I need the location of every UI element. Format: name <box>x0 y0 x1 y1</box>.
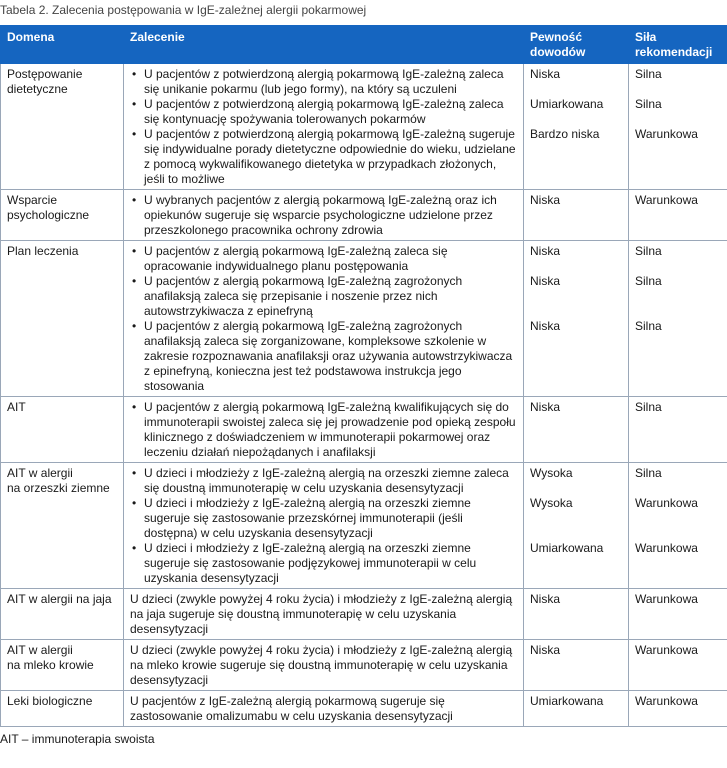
strength-cell <box>629 190 727 241</box>
evidence-cell <box>524 241 629 397</box>
domain-label: AIT w alergii na jaja <box>7 592 112 606</box>
evidence-value: Niska <box>530 67 561 81</box>
recommendation-item: • U pacjentów z alergią pokarmową IgE-zależną zagrożonych anafilaksją zaleca się przepisanie i noszenie przez nich autowstrzykiwacza z epinefryną <box>130 274 518 319</box>
domain-cell <box>1 691 124 727</box>
strength-cell <box>629 691 727 727</box>
strength-value: Warunkowa <box>635 496 698 510</box>
table-row <box>1 397 727 463</box>
evidence-cell <box>524 190 629 241</box>
domain-cell <box>1 64 124 190</box>
table-row <box>1 691 727 727</box>
domain-label: psychologiczne <box>7 208 90 222</box>
recommendation-list <box>130 400 518 460</box>
recommendation-list <box>130 67 518 187</box>
recommendation-cell <box>124 463 524 589</box>
evidence-value: Wysoka <box>530 496 573 510</box>
evidence-value: Umiarkowana <box>530 97 604 111</box>
evidence-value: Umiarkowana <box>530 694 604 708</box>
evidence-cell <box>524 640 629 691</box>
strength-value: Warunkowa <box>635 541 698 555</box>
domain-label: AIT w alergii <box>7 466 73 480</box>
recommendation-list <box>130 244 518 394</box>
header-domain: Domena <box>1 26 124 64</box>
strength-value: Silna <box>635 244 662 258</box>
domain-label: Wsparcie <box>7 193 58 207</box>
strength-value: Silna <box>635 319 662 333</box>
strength-value: Silna <box>635 400 662 414</box>
recommendation-cell <box>124 691 524 727</box>
table-row <box>1 640 727 691</box>
table-row <box>1 241 727 397</box>
recommendation-list <box>130 466 518 586</box>
strength-value: Warunkowa <box>635 643 698 657</box>
evidence-value: Umiarkowana <box>530 541 604 555</box>
evidence-value: Niska <box>530 193 561 207</box>
domain-label: dietetyczne <box>7 82 68 96</box>
domain-label: na orzeszki ziemne <box>7 481 110 495</box>
recommendations-table <box>0 25 727 727</box>
evidence-cell <box>524 463 629 589</box>
recommendation-item: • U pacjentów z potwierdzoną alergią pokarmową IgE-zależną sugeruje się indywidualne porady dietetyczne odpowiednie do wieku, udzielane z pomocą wykwalifikowanego dietetyka w przypadkach złożonych, jeśli to możliwe <box>130 127 518 187</box>
strength-value: Silna <box>635 274 662 288</box>
domain-label: Postępowanie <box>7 67 83 81</box>
evidence-value: Wysoka <box>530 466 573 480</box>
domain-label: Plan leczenia <box>7 244 79 258</box>
recommendation-cell <box>124 640 524 691</box>
strength-cell <box>629 64 727 190</box>
recommendation-item: • U pacjentów z alergią pokarmową IgE-zależną zagrożonych anafilaksją zaleca się zorganizowane, kompleksowe szkolenie w zakresie rozpoznawania anafilaksji oraz używania autowstrzykiwacza z epinefryną, konieczna jest też podstawowa instrukcja jego stosowania <box>130 319 518 394</box>
header-evidence: Pewność dowodów <box>524 26 629 64</box>
evidence-value: Niska <box>530 643 561 657</box>
domain-label: AIT w alergii <box>7 643 73 657</box>
recommendation-item: • U pacjentów z potwierdzoną alergią pokarmową IgE-zależną zaleca się kontynuację spożywania tolerowanych pokarmów <box>130 97 518 127</box>
recommendation-item: • U dzieci i młodzieży z IgE-zależną alergią na orzeszki ziemne sugeruje się zastosowanie przezskórnej immunoterapii (jeśli dostępna) w celu uzyskania desensytyzacji <box>130 496 518 541</box>
recommendation-item: • U wybranych pacjentów z alergią pokarmową IgE-zależną oraz ich opiekunów sugeruje się wsparcie psychologiczne udzielone przez przeszkolonego pracownika ochrony zdrowia <box>130 193 518 238</box>
domain-label: na mleko krowie <box>7 658 94 672</box>
domain-label: Leki biologiczne <box>7 694 93 708</box>
strength-cell <box>629 589 727 640</box>
domain-cell <box>1 589 124 640</box>
domain-cell <box>1 640 124 691</box>
strength-value: Silna <box>635 466 662 480</box>
recommendation-text: U pacjentów z IgE-zależną alergią pokarmową sugeruje się zastosowanie omalizumabu w celu uzyskania desensytyzacji <box>130 694 453 723</box>
evidence-value: Bardzo niska <box>530 127 600 141</box>
recommendation-item: • U dzieci i młodzieży z IgE-zależną alergią na orzeszki ziemne sugeruje się zastosowanie podjęzykowej immunoterapii w celu uzyskania desensytyzacji <box>130 541 518 586</box>
recommendation-item: • U dzieci i młodzieży z IgE-zależną alergią na orzeszki ziemne zaleca się doustną immunoterapię w celu uzyskania desensytyzacji <box>130 466 518 496</box>
domain-cell <box>1 397 124 463</box>
recommendation-item: • U pacjentów z potwierdzoną alergią pokarmową IgE-zależną zaleca się unikanie pokarmu (lub jego formy), na który są uczuleni <box>130 67 518 97</box>
table-caption: Tabela 2. Zalecenia postępowania w IgE-zależnej alergii pokarmowej <box>0 3 367 17</box>
strength-cell <box>629 241 727 397</box>
strength-cell <box>629 397 727 463</box>
evidence-cell <box>524 589 629 640</box>
recommendation-cell <box>124 64 524 190</box>
recommendation-cell <box>124 190 524 241</box>
domain-label: AIT <box>7 400 26 414</box>
strength-value: Warunkowa <box>635 193 698 207</box>
header-row <box>1 26 727 64</box>
evidence-cell <box>524 64 629 190</box>
recommendation-item: • U pacjentów z alergią pokarmową IgE-zależną kwalifikujących się do immunoterapii swoistej zaleca się jej prowadzenie pod opieką zespołu klinicznego z doświadczeniem w immunoterapii pokarmowej oraz leczeniu działań niepożądanych i anafilaksji <box>130 400 518 460</box>
recommendation-text: U dzieci (zwykle powyżej 4 roku życia) i młodzieży z IgE-zależną alergią na jaja sugeruje się doustną immunoterapię w celu uzyskania desensytyzacji <box>130 592 513 636</box>
evidence-value: Niska <box>530 244 561 258</box>
strength-value: Silna <box>635 97 662 111</box>
table-row <box>1 463 727 589</box>
strength-cell <box>629 463 727 589</box>
strength-value: Warunkowa <box>635 127 698 141</box>
evidence-value: Niska <box>530 274 561 288</box>
recommendation-list <box>130 193 518 238</box>
header-recommendation: Zalecenie <box>124 26 524 64</box>
evidence-value: Niska <box>530 592 561 606</box>
strength-value: Silna <box>635 67 662 81</box>
recommendation-cell <box>124 589 524 640</box>
table-row <box>1 64 727 190</box>
recommendation-cell <box>124 397 524 463</box>
table-row <box>1 589 727 640</box>
recommendation-item: • U pacjentów z alergią pokarmową IgE-zależną zaleca się opracowanie indywidualnego planu postępowania <box>130 244 518 274</box>
evidence-cell <box>524 691 629 727</box>
recommendation-text: U dzieci (zwykle powyżej 4 roku życia) i młodzieży z IgE-zależną alergią na mleko krowie sugeruje się doustną immunoterapię w celu uzyskania desensytyzacji <box>130 643 513 687</box>
domain-cell <box>1 190 124 241</box>
strength-value: Warunkowa <box>635 694 698 708</box>
strength-value: Warunkowa <box>635 592 698 606</box>
strength-cell <box>629 640 727 691</box>
evidence-value: Niska <box>530 400 561 414</box>
domain-cell <box>1 241 124 397</box>
evidence-value: Niska <box>530 319 561 333</box>
recommendation-cell <box>124 241 524 397</box>
header-strength: Siła rekomendacji <box>629 26 727 64</box>
footnote: AIT – immunoterapia swoista <box>0 732 155 746</box>
domain-cell <box>1 463 124 589</box>
evidence-cell <box>524 397 629 463</box>
table-row <box>1 190 727 241</box>
